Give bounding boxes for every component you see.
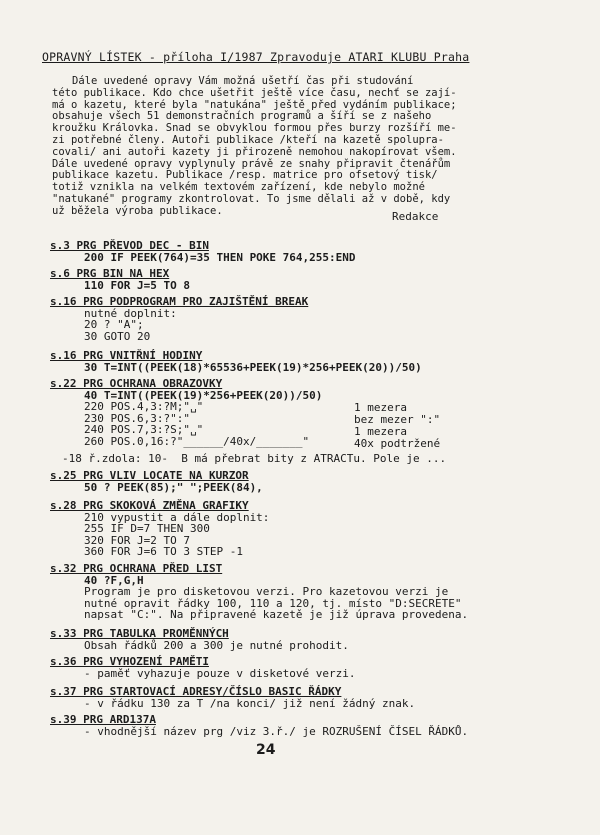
section-heading: s.16 PRG VNITŘNÍ HODINY: [50, 349, 203, 362]
intro-line: "natukané" programy zkontrolovat. To jsme dělali až v době, kdy: [52, 192, 451, 205]
margin-note: bez mezer ":": [354, 413, 441, 426]
intro-line: obsahuje všech 51 demonstračních programů a šíří se z našeho: [52, 110, 432, 123]
intro-paragraph: [52, 76, 552, 218]
text-line: - v řádku 130 za T /na konci/ již není žádný znak.: [84, 696, 416, 710]
section-heading: s.6 PRG BIN NA HEX: [50, 267, 170, 280]
page-number: 24: [256, 742, 276, 758]
margin-note: 40x podtržené: [354, 437, 441, 450]
code-line: 320 FOR J=2 TO 7: [84, 533, 190, 547]
text-line: - paměť vyhazuje pouze v disketové verzi.: [84, 666, 356, 680]
intro-line: covali/ ani autoři kazety ji přirozeně nemohou nakopírovat všem.: [52, 145, 457, 158]
section-heading: s.22 PRG OCHRANA OBRAZOVKY: [50, 377, 223, 390]
code-line: 260 POS.0,16:?"______/40x/_______": [84, 434, 310, 448]
section-s33: [50, 628, 349, 651]
code-line: 30 T=INT((PEEK(18)*65536+PEEK(19)*256+PEEK(20))/50): [84, 360, 422, 374]
intro-line: kroužku Královka. Snad se obvyklou formou přes burzy rozšíří me-: [52, 122, 457, 135]
code-line: 360 FOR J=6 TO 3 STEP -1: [84, 545, 243, 559]
text-line: Obsah řádků 200 a 300 je nutné prohodit.: [84, 638, 349, 652]
section-s32: [50, 563, 468, 621]
code-line: 230 POS.6,3:?":": [84, 411, 190, 425]
document-title: OPRAVNÝ LÍSTEK - příloha I/1987 Zpravoduje ATARI KLUBU Praha: [42, 50, 470, 64]
code-line: 220 POS.4,3:?M;"␣": [84, 400, 204, 414]
intro-line: Dále uvedené opravy vyplynuly právě ze snahy připravit čtenářům: [52, 157, 451, 170]
section-s16-break: [50, 296, 308, 342]
row-note: -18 ř.zdola: 10- B má přebrat bity z ATRACTu. Pole je ...: [62, 452, 447, 465]
section-heading: s.28 PRG SKOKOVÁ ZMĚNA GRAFIKY: [50, 499, 249, 512]
code-line: nutné doplnit:: [84, 306, 177, 320]
section-s16-clock: [50, 350, 422, 373]
section-heading: s.25 PRG VLIV LOCATE NA KURZOR: [50, 469, 249, 482]
intro-line: zi potřebné členy. Autoři publikace /kteří na kazetě spolupra-: [52, 133, 444, 146]
text-line: nutné opravit řádky 100, 110 a 120, tj. místo "D:SECRETE": [84, 596, 462, 610]
section-heading: s.32 PRG OCHRANA PŘED LIST: [50, 562, 223, 575]
margin-note: 1 mezera: [354, 401, 407, 414]
section-heading: s.33 PRG TABULKA PROMĚNNÝCH: [50, 627, 229, 640]
code-line: 40 ?F,G,H: [84, 573, 144, 587]
margin-note: 1 mezera: [354, 425, 407, 438]
section-s3: [50, 240, 356, 263]
code-line: 110 FOR J=5 TO 8: [84, 278, 190, 292]
code-line: 255 IF D=7 THEN 300: [84, 522, 210, 536]
code-line: 50 ? PEEK(85);" ";PEEK(84),: [84, 480, 263, 494]
code-line: 200 IF PEEK(764)=35 THEN POKE 764,255:END: [84, 250, 356, 264]
code-line: 30 GOTO 20: [84, 329, 151, 343]
section-heading: s.37 PRG STARTOVACÍ ADRESY/ČÍSLO BASIC ŘÁDKY: [50, 685, 342, 698]
section-heading: s.3 PRG PŘEVOD DEC - BIN: [50, 239, 209, 252]
code-line: 210 vypustit a dále doplnit:: [84, 510, 270, 524]
section-s39: [50, 714, 468, 737]
section-heading: s.39 PRG ARD137A: [50, 713, 156, 726]
section-s28: [50, 500, 269, 558]
code-line: 240 POS.7,3:?S;"␣": [84, 423, 204, 437]
intro-line: této publikace. Kdo chce ušetřit ještě více času, nechť se zají-: [52, 86, 457, 99]
text-line: Program je pro disketovou verzi. Pro kazetovou verzi je: [84, 585, 449, 599]
intro-line: má o kazetu, které byla "natukána" ještě před vydáním publikace;: [52, 98, 457, 111]
section-heading: s.36 PRG VYHOZENÍ PAMĚTI: [50, 655, 209, 668]
section-s22: [50, 378, 322, 448]
intro-line: publikace kazetu. Publikace /resp. matrice pro ofsetový tisk/: [52, 169, 438, 182]
text-line: napsat "C:". Na připravené kazetě je již úprava provedena.: [84, 608, 469, 622]
section-s36: [50, 656, 356, 679]
code-line: 40 T=INT((PEEK(19)*256+PEEK(20))/50): [84, 388, 323, 402]
section-s6: [50, 268, 190, 291]
section-s37: [50, 686, 415, 709]
section-s25: [50, 470, 263, 493]
intro-line: Dále uvedené opravy Vám možná ušetří čas při studování: [72, 75, 414, 87]
code-line: 20 ? "A";: [84, 318, 144, 332]
intro-line: už běžela výroba publikace.: [52, 204, 223, 217]
intro-line: totiž vznikla na velkém textovém zařízení, kde nebylo možné: [52, 181, 425, 194]
text-line: - vhodnější název prg /viz 3.ř./ je ROZRUŠENÍ ČÍSEL ŘÁDKŮ.: [84, 724, 469, 738]
section-heading: s.16 PRG PODPROGRAM PRO ZAJIŠTĚNÍ BREAK: [50, 295, 309, 308]
signature: Redakce: [392, 210, 439, 223]
